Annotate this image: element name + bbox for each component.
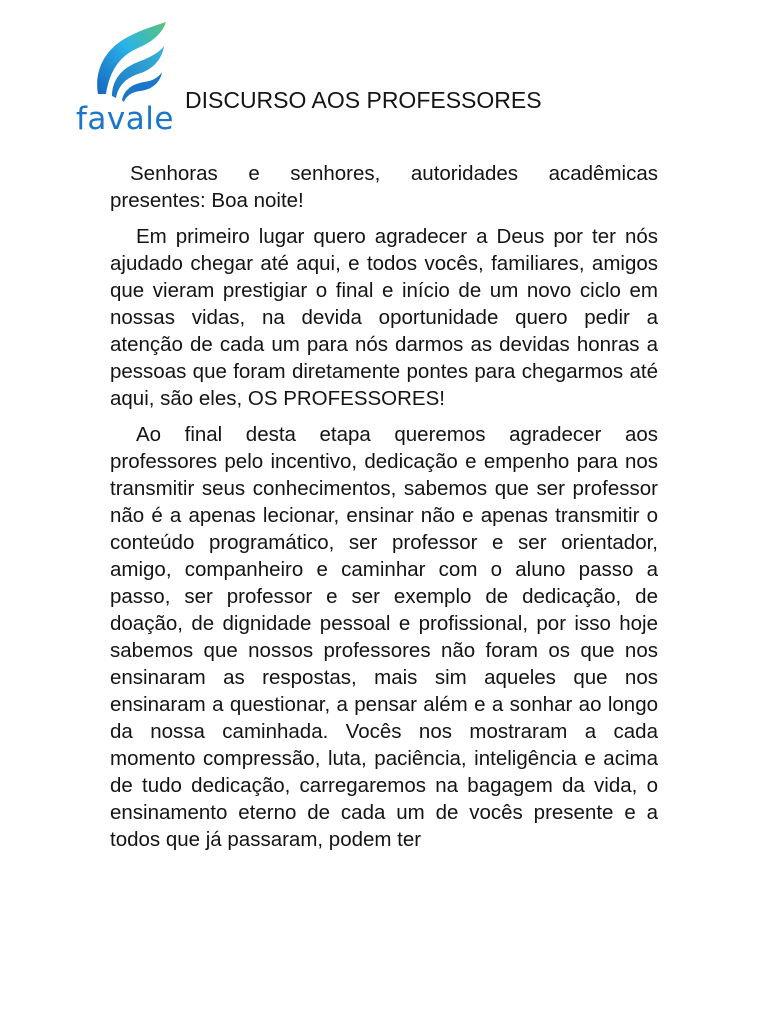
favale-logo xyxy=(74,20,174,140)
document-title: DISCURSO AOS PROFESSORES xyxy=(185,87,542,113)
wing-logo-icon xyxy=(92,20,170,104)
paragraph: Ao final desta etapa queremos agradecer aos professores pelo incentivo, dedicação e empenho para nos transmitir seus conhecimentos, sabemos que ser professor não é a apenas lecionar, ensinar não e apenas transmitir o conteúdo programático, ser professor e ser orientador, amigo, companheiro e caminhar com o aluno passo a passo, ser professor e ser exemplo de dedicação, de doação, de dignidade pessoal e profissional, por isso hoje sabemos que nossos professores não foram os que nos ensinaram as respostas, mais sim aqueles que nos ensinaram a questionar, a pensar além e a sonhar ao longo da nossa caminhada. Vocês nos mostraram a cada momento compressão, luta, paciência, inteligência e acima de tudo dedicação, carregaremos na bagagem da vida, o ensinamento eterno de cada um de vocês presente e a todos que já passaram, podem ter xyxy=(110,423,658,851)
logo-wordmark: favale xyxy=(76,101,174,137)
paragraph: Em primeiro lugar quero agradecer a Deus por ter nós ajudado chegar até aqui, e todos vocês, familiares, amigos que vieram prestigiar o final e início de um novo ciclo em nossas vidas, na devida oportunidade quero pedir a atenção de cada um para nós darmos as devidas honras a pessoas que foram diretamente pontes para chegarmos até aqui, são eles, OS PROFESSORES! xyxy=(110,225,658,410)
paragraph: Senhoras e senhores, autoridades acadêmicas presentes: Boa noite! xyxy=(110,162,658,212)
document-body xyxy=(110,160,658,862)
